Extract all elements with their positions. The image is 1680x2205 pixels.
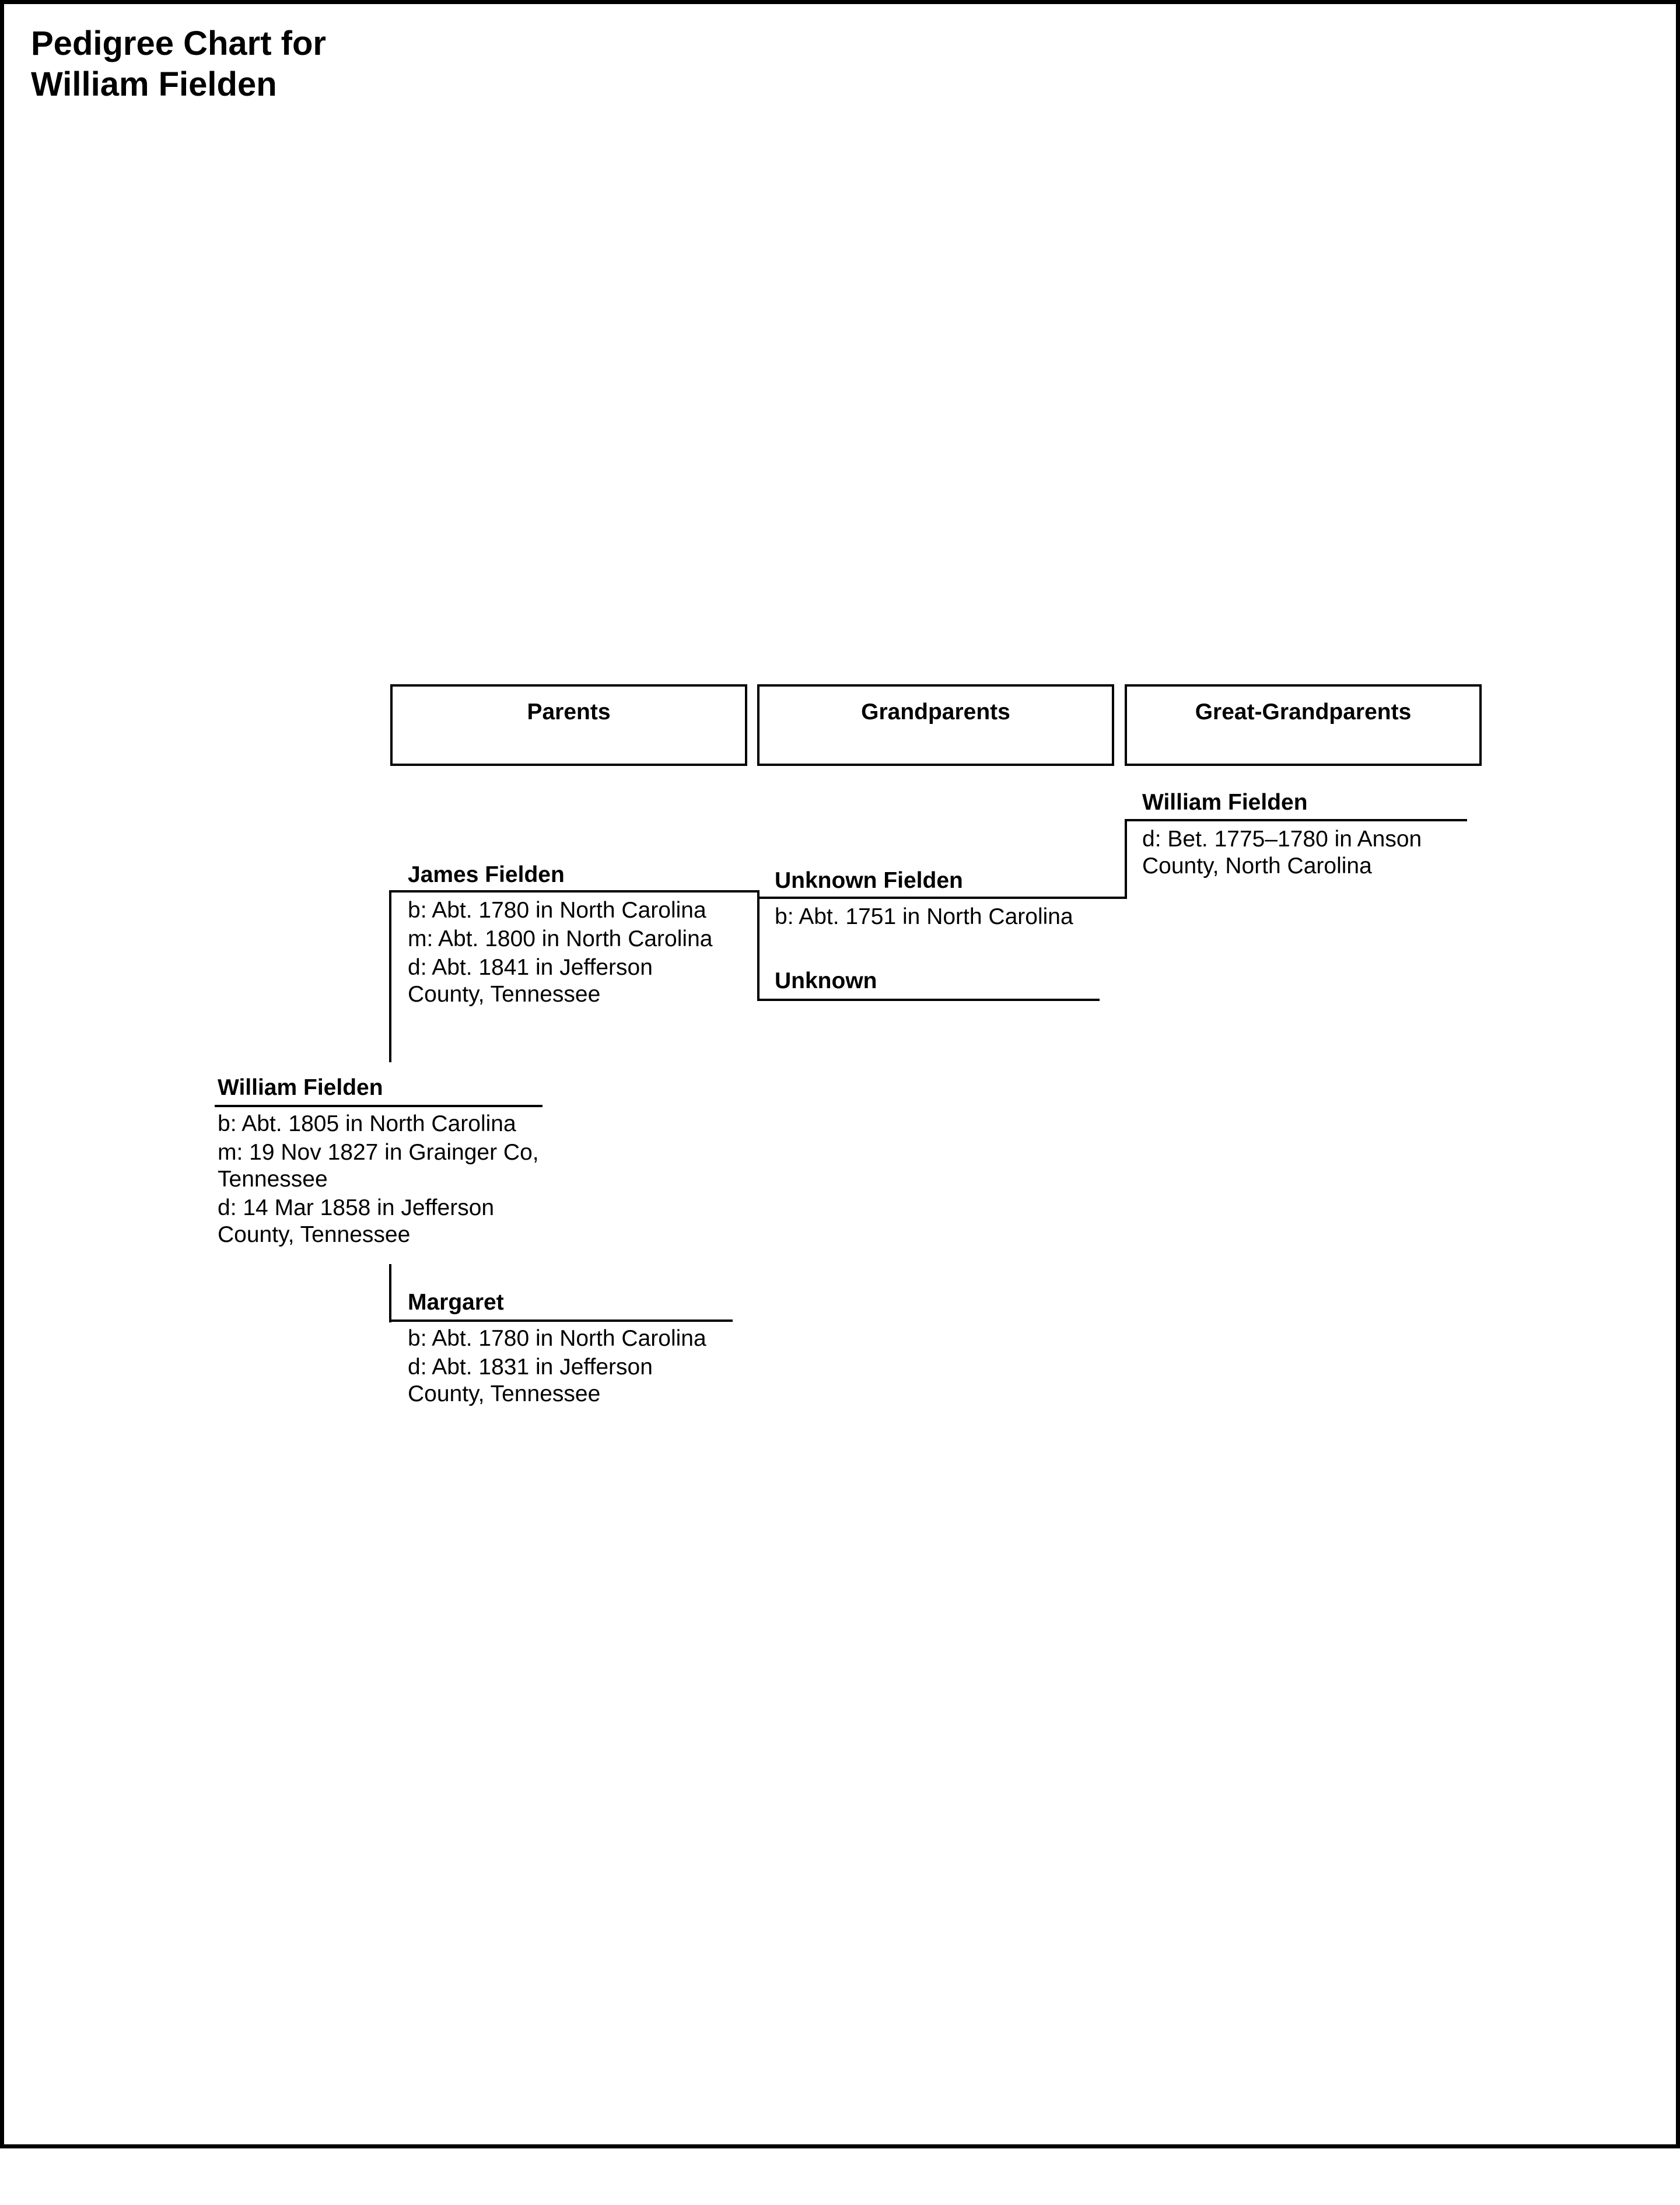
great-grandfather-death: d: Bet. 1775–1780 in Anson County, North Carolina (1142, 827, 1422, 878)
mother-connector (389, 1264, 391, 1322)
root-person-name: William Fielden (218, 1075, 383, 1100)
paternal-grandmother-line (757, 999, 1100, 1001)
father-name: James Fielden (408, 862, 565, 887)
paternal-grandfather-facts (775, 904, 1113, 932)
root-person-line (215, 1105, 542, 1107)
great-grandparent-connector (1125, 820, 1127, 899)
father-marriage: m: Abt. 1800 in North Carolina (408, 926, 713, 951)
father-death: d: Abt. 1841 in Jefferson County, Tennessee (408, 955, 653, 1007)
header-parents (390, 684, 747, 766)
chart-title (31, 23, 326, 105)
root-marriage: m: 19 Nov 1827 in Grainger Co, Tennessee (218, 1140, 539, 1192)
great-grandfather-name: William Fielden (1142, 790, 1308, 815)
root-birth: b: Abt. 1805 in North Carolina (218, 1111, 516, 1136)
chart-title-line-1: Pedigree Chart for (31, 24, 326, 62)
father-connector (389, 890, 391, 1062)
paternal-grandfather-birth: b: Abt. 1751 in North Carolina (775, 904, 1073, 929)
father-birth: b: Abt. 1780 in North Carolina (408, 898, 706, 923)
paternal-grandmother-name: Unknown (775, 968, 877, 993)
paternal-grandfather-name: Unknown Fielden (775, 868, 963, 893)
mother-line (389, 1320, 733, 1322)
mother-birth: b: Abt. 1780 in North Carolina (408, 1326, 706, 1351)
paternal-grandfather-line (757, 897, 1127, 899)
great-grandfather-facts (1142, 826, 1457, 881)
mother-name: Margaret (408, 1290, 504, 1315)
father-facts (408, 897, 734, 1010)
header-grandparents-label: Grandparents (861, 699, 1010, 724)
root-death: d: 14 Mar 1858 in Jefferson County, Tennessee (218, 1195, 495, 1247)
root-person-facts (218, 1111, 544, 1250)
great-grandfather-line (1125, 819, 1467, 821)
father-line (389, 890, 760, 892)
header-great-grandparents (1125, 684, 1482, 766)
header-parents-label: Parents (527, 699, 611, 724)
header-great-grandparents-label: Great-Grandparents (1195, 699, 1412, 724)
header-grandparents (757, 684, 1114, 766)
mother-facts (408, 1325, 734, 1409)
grandparents-connector (757, 890, 760, 1001)
mother-death: d: Abt. 1831 in Jefferson County, Tennessee (408, 1354, 653, 1406)
chart-title-line-2: William Fielden (31, 65, 277, 103)
